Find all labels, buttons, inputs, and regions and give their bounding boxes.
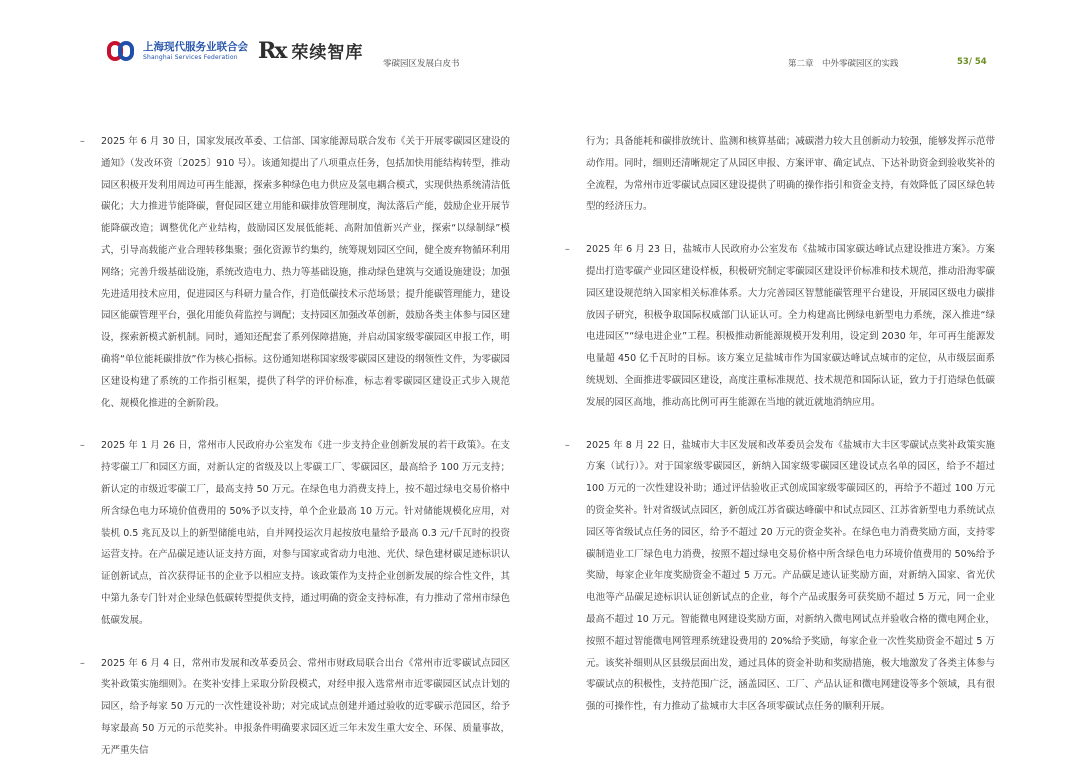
paragraph: 2025 年 8 月 22 日，盐城市大丰区发展和改革委员会发布《盐城市大丰区零碳试点奖补政策实施方案（试行）》。对于国家级零碳园区，新纳入国家级零碳园区建设试点名单的园区，给予不超过 100 万元的一次性建设补助；通过评估验收正式创成国家级零碳园区的，再给予不超过 100 万元的资金奖补。针对省级试点园区，新创成江苏省碳达峰碳中和试点园区、江苏省新型电力系统试点园区等省级试点任务的园区，给予不超过 20 万元的资金奖补。在绿色电力消费奖励方面，支持零碳制造业工厂绿色电力消费，按照不超过绿电交易价格中所含绿色电力环境价值费用的 50%给予奖励，每家企业年度奖励资金不超过 5 万元。产品碳足迹认证奖励方面，对新纳入国家、省光伏电池等产品碳足迹标识认证创新试点的企业，每个产品或服务可获奖励不超过 5 万元，同一企业最高不超过 10 万元。智能微电网建设奖励方面，对新纳入微电网试点并验收合格的微电网企业，按照不超过智能微电网管理系统建设费用的 20%给予奖励，每家企业一次性奖励资金不超过 5 万元。该奖补细则从区县级层面出发，通过具体的资金补助和奖励措施，极大地激发了各类主体参与零碳试点的积极性，支持范围广泛，涵盖园区、工厂、产品认证和微电网建设等多个领域，具有很强的可操作性，有力推动了盐城市大丰区各项零碳试点任务的顺利开展。 — [586, 439, 995, 713]
paragraph: 2025 年 1 月 26 日，常州市人民政府办公室发布《进一步支持企业创新发展的若干政策》。在支持零碳工厂和园区方面，对新认定的省级及以上零碳工厂、零碳园区，最高给予 100 万元支持；新认定的市级近零碳工厂，最高支持 50 万元。在绿色电力消费支持上，按不超过绿电交易价格中所含绿色电力环境价值费用的 50%予以支持，单个企业最高 10 万元。针对储能规模化应用，对装机 0.5 兆瓦及以上的新型储能电站，自并网投运次月起按放电量给予最高 0.3 元/千瓦时的投资运营支持。在产品碳足迹认证支持方面，对参与国家或省动力电池、光伏、绿色建材碳足迹标识认证创新试点，首次获得证书的企业予以相应支持。该政策作为支持企业创新发展的综合性文件，其中第九条专门针对企业绿色低碳转型提供支持，通过明确的资金支持标准，有力推动了常州市绿色低碳发展。 — [101, 440, 510, 626]
left-column — [80, 131, 510, 764]
paragraph: 2025 年 6 月 23 日，盐城市人民政府办公室发布《盐城市国家碳达峰试点建设推进方案》。方案提出打造零碳产业园区建设样板，积极研究制定零碳园区建设评价标准和技术规范，推动沿海零碳园区建设规范纳入国家相关标准体系。大力完善园区智慧能碳管理平台建设，开展园区级电力碳排放因子研究，积极争取国际权威部门认证认可。全力构建高比例绿电新型电力系统，深入推进“绿电进园区”“绿电进企业”工程。积极推动新能源规模开发利用，设定到 2030 年，年可再生能源发电量超 450 亿千瓦时的目标。该方案立足盐城市作为国家碳达峰试点城市的定位，从市级层面系统规划、全面推进零碳园区建设，高度注重标准规范、技术规范和国际认证，致力于打造绿色低碳发展的园区高地，推动高比例可再生能源在当地的就近就地消纳应用。 — [586, 244, 995, 408]
list-item — [80, 131, 510, 414]
chapter-title: 第二章 中外零碳园区的实践 — [788, 59, 899, 69]
paragraph: 2025 年 6 月 30 日，国家发展改革委、工信部、国家能源局联合发布《关于开展零碳园区建设的通知》（发改环资〔2025〕910 号）。该通知提出了八项重点任务，包括加快用能结构转型，推动园区积极开发利用周边可再生能源，探索多种绿色电力供应及氢电耦合模式，实现供热系统清洁低碳化；大力推进节能降碳，督促园区建立用能和碳排放管理制度，淘汰落后产能，鼓励企业开展节能降碳改造；调整优化产业结构，鼓励园区发展低能耗、高附加值新兴产业，探索“以绿制绿”模式，引导高载能产业合理转移集聚；强化资源节约集约，统筹规划园区空间，健全废弃物循环利用网络；完善升级基础设施，系统改造电力、热力等基础设施，推动绿色建筑与交通设施建设；加强先进适用技术应用，促进园区与科研力量合作，打造低碳技术示范场景；提升能碳管理能力，建设园区能碳管理平台，强化用能负荷监控与调配；支持园区加强改革创新，鼓励各类主体参与园区建设，探索新模式新机制。同时，通知还配套了系列保障措施，并启动国家级零碳园区申报工作，明确将“单位能耗碳排放”作为核心指标。这份通知堪称国家级零碳园区建设的纲领性文件，为零碳园区建设构建了系统的工作指引框架，提供了科学的评价标准，标志着零碳园区建设正式步入规范化、规模化推进的全新阶段。 — [101, 136, 510, 409]
paragraph: 行为；具备能耗和碳排放统计、监测和核算基础；减碳潜力较大且创新动力较强，能够发挥示范带动作用。同时，细则还清晰规定了从园区申报、方案评审、确定试点、下达补助资金到验收奖补的全流程，为常州市近零碳试点园区建设提供了明确的操作指引和资金支持，有效降低了园区绿色转型的经济压力。 — [586, 136, 995, 213]
bullet-dash: – — [80, 657, 85, 669]
list-item — [80, 653, 510, 762]
rx-logo-icon: Rx — [258, 37, 286, 64]
federation-name-en: Shanghai Services Federation — [143, 53, 238, 61]
bullet-dash: – — [565, 244, 570, 256]
bullet-dash: – — [565, 439, 570, 451]
document-title: 零碳园区发展白皮书 — [383, 59, 460, 69]
paragraph: 2025 年 6 月 4 日，常州市发展和改革委员会、常州市财政局联合出台《常州市近零碳试点园区奖补政策实施细则》。在奖补安排上采取分阶段模式，对经申报入选常州市近零碳园区试点计划的园区，给予每家 50 万元的一次性建设补助；对完成试点创建并通过验收的近零碳示范园区，给予每家最高 50 万元的示范奖补。申报条件明确要求园区近三年未发生重大安全、环保、质量事故，无严重失信 — [101, 657, 510, 756]
think-tank-name: 荣续智库 — [291, 43, 364, 63]
bullet-dash: – — [80, 136, 85, 147]
list-item — [80, 435, 510, 631]
page-header — [0, 0, 1080, 80]
list-item — [565, 435, 995, 718]
page-number: 53/ 54 — [957, 57, 987, 67]
federation-logo-icon — [105, 38, 137, 64]
list-item-continuation — [565, 131, 995, 218]
federation-name: 上海现代服务业联合会 — [143, 40, 248, 53]
federation-logo — [105, 38, 248, 64]
right-column — [565, 131, 995, 739]
list-item — [565, 239, 995, 413]
bullet-dash: – — [80, 440, 85, 452]
think-tank-logo — [258, 38, 363, 63]
